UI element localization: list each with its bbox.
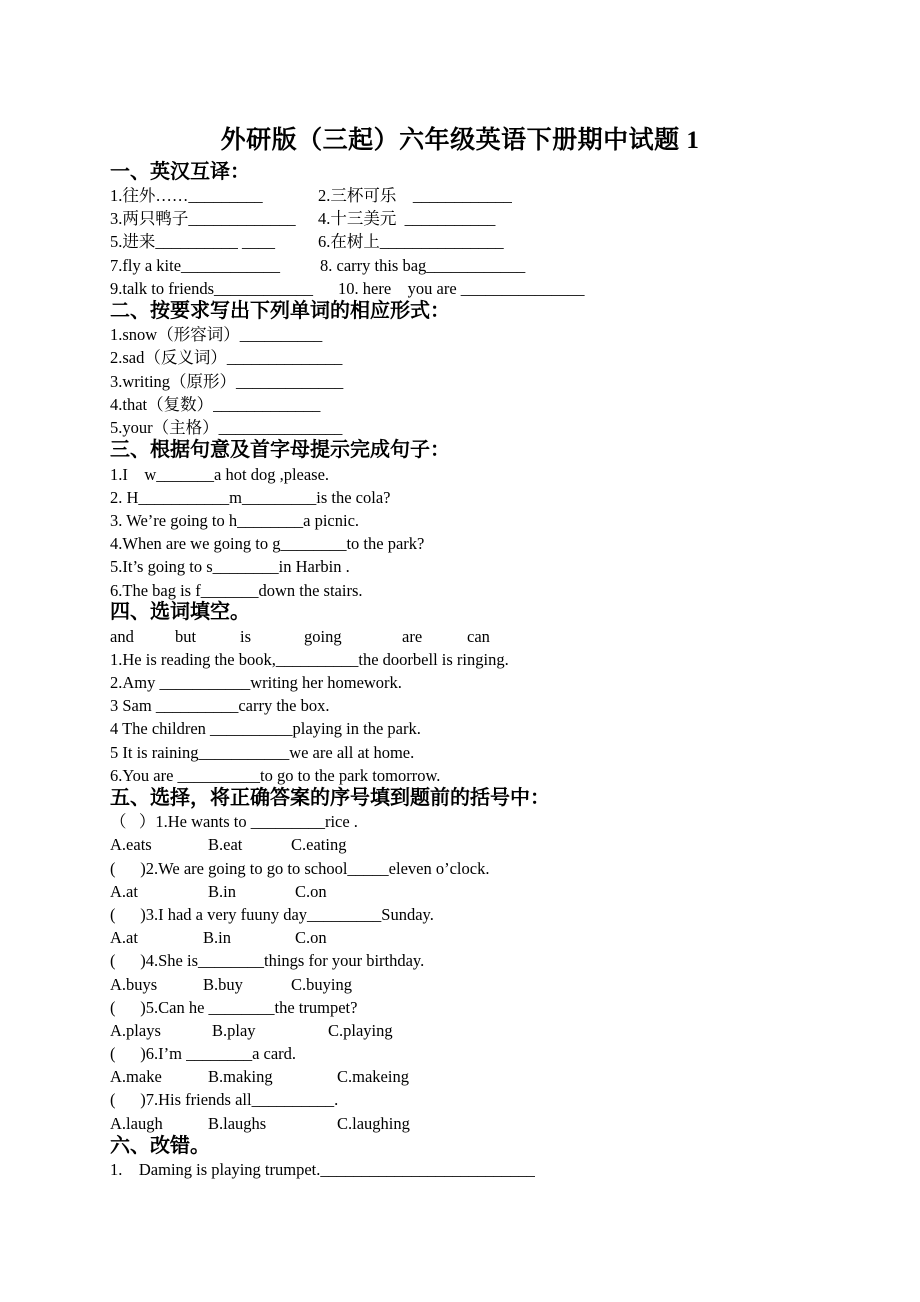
s5-q1-option-a: A.eats: [110, 835, 152, 854]
s1-item-4: 4.十三美元 ___________: [318, 209, 496, 228]
s3-item-5: 5.It’s going to s________in Harbin .: [110, 557, 350, 576]
s1-item-7: 7.fly a kite____________: [110, 256, 281, 275]
s5-q7-option-c: C.laughing: [337, 1114, 410, 1133]
word-bank-but: but: [175, 627, 197, 646]
s5-q5-option-b: B.play: [212, 1021, 256, 1040]
s5-q7-option-a: A.laugh: [110, 1114, 163, 1133]
s5-q7-option-b: B.laughs: [208, 1114, 267, 1133]
section-1-heading: 一、英汉互译：: [110, 161, 250, 183]
s5-q2-option-b: B.in: [208, 882, 236, 901]
page-title: 外研版（三起）六年级英语下册期中试题 1: [220, 127, 700, 154]
s4-item-3: 3 Sam __________carry the box.: [110, 696, 330, 715]
s1-item-8: 8. carry this bag____________: [320, 256, 526, 275]
s5-q3-option-c: C.on: [295, 928, 327, 947]
s5-q1-option-c: C.eating: [291, 835, 347, 854]
s5-q4-option-b: B.buy: [203, 975, 243, 994]
s5-question-4: ( )4.She is________things for your birthday.: [110, 951, 425, 970]
s5-question-5: ( )5.Can he ________the trumpet?: [110, 998, 358, 1017]
s2-item-1: 1.snow（形容词）__________: [110, 325, 323, 344]
s1-item-1: 1.往外……_________: [110, 186, 263, 205]
s5-q2-option-c: C.on: [295, 882, 327, 901]
s5-q5-option-c: C.playing: [328, 1021, 393, 1040]
s2-item-3: 3.writing（原形）_____________: [110, 372, 344, 391]
s3-item-4: 4.When are we going to g________to the park?: [110, 534, 425, 553]
s4-item-6: 6.You are __________to go to the park tomorrow.: [110, 766, 441, 785]
s5-q6-option-b: B.making: [208, 1067, 273, 1086]
s4-item-1: 1.He is reading the book,__________the doorbell is ringing.: [110, 650, 509, 669]
s5-q3-option-a: A.at: [110, 928, 138, 947]
s5-question-7: ( )7.His friends all__________.: [110, 1090, 339, 1109]
section-5-heading: 五、选择，将正确答案的序号填到题前的括号中：: [110, 787, 550, 809]
s1-item-3: 3.两只鸭子_____________: [110, 209, 296, 228]
word-bank-are: are: [402, 627, 423, 646]
s5-question-2: ( )2.We are going to go to school_____eleven o’clock.: [110, 859, 490, 878]
s4-item-2: 2.Amy ___________writing her homework.: [110, 673, 402, 692]
s1-item-9: 9.talk to friends____________: [110, 279, 314, 298]
s5-q4-option-c: C.buying: [291, 975, 352, 994]
s5-q6-option-a: A.make: [110, 1067, 162, 1086]
s5-question-1: （ ）1.He wants to _________rice .: [110, 812, 358, 831]
s2-item-5: 5.your（主格）_______________: [110, 418, 343, 437]
s5-question-3: ( )3.I had a very fuuny day_________Sunday.: [110, 905, 434, 924]
section-4-heading: 四、选词填空。: [110, 601, 250, 623]
s5-question-6: ( )6.I’m ________a card.: [110, 1044, 297, 1063]
s5-q6-option-c: C.makeing: [337, 1067, 409, 1086]
section-6-heading: 六、改错。: [110, 1135, 210, 1157]
s2-item-4: 4.that（复数）_____________: [110, 395, 321, 414]
s6-item-1: 1. Daming is playing trumpet.__________________________: [110, 1160, 535, 1179]
word-bank-going: going: [304, 627, 342, 646]
s1-item-6: 6.在树上_______________: [318, 232, 504, 251]
s5-q4-option-a: A.buys: [110, 975, 158, 994]
s1-item-2: 2.三杯可乐 ____________: [318, 186, 512, 205]
s5-q5-option-a: A.plays: [110, 1021, 161, 1040]
s3-item-6: 6.The bag is f_______down the stairs.: [110, 581, 363, 600]
s5-q1-option-b: B.eat: [208, 835, 243, 854]
s1-item-5: 5.进来__________ ____: [110, 232, 275, 251]
section-2-heading: 二、按要求写出下列单词的相应形式：: [110, 300, 450, 322]
s3-item-2: 2. H___________m_________is the cola?: [110, 488, 391, 507]
word-bank-is: is: [240, 627, 252, 646]
s5-q2-option-a: A.at: [110, 882, 138, 901]
s4-item-4: 4 The children __________playing in the park.: [110, 719, 421, 738]
word-bank-and: and: [110, 627, 134, 646]
section-3-heading: 三、根据句意及首字母提示完成句子：: [110, 439, 450, 461]
s3-item-1: 1.I w_______a hot dog ,please.: [110, 465, 330, 484]
s5-q3-option-b: B.in: [203, 928, 231, 947]
s2-item-2: 2.sad（反义词）______________: [110, 348, 343, 367]
s3-item-3: 3. We’re going to h________a picnic.: [110, 511, 360, 530]
s4-item-5: 5 It is raining___________we are all at home.: [110, 743, 415, 762]
word-bank-can: can: [467, 627, 490, 646]
s1-item-10: 10. here you are _______________: [338, 279, 585, 298]
